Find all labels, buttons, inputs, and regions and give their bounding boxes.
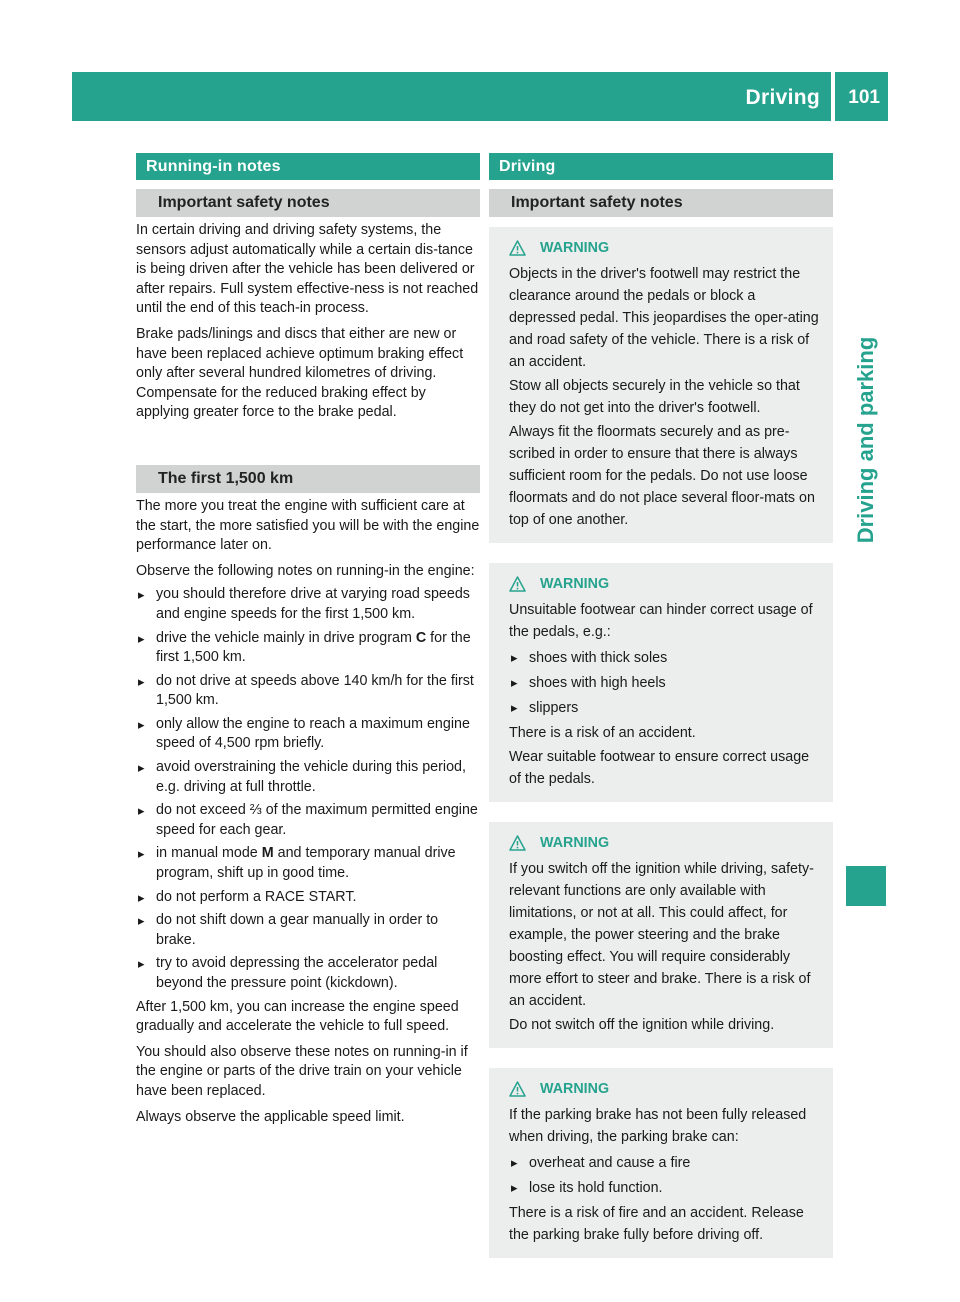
chapter-marker	[846, 866, 886, 906]
right-column	[489, 153, 833, 1258]
list-item: ▸ overheat and cause a fire	[509, 1152, 825, 1174]
list-item: ▸ do not exceed ⅔ of the maximum permitted engine speed for each gear.	[136, 801, 480, 840]
warning-text: Objects in the driver's footwell may restrict the clearance around the pedals or block a depressed pedal. This jeopardises the oper-ating and road safety of the vehicle. There is a risk of an accident.	[509, 266, 819, 370]
paragraph: You should also observe these notes on running-in if the engine or parts of the drive train on your vehicle have been replaced.	[136, 1043, 468, 1099]
page-header	[72, 72, 888, 121]
warning-box	[489, 1068, 833, 1258]
header-divider	[831, 72, 835, 121]
warning-box	[489, 563, 833, 802]
warning-text: If you switch off the ignition while driving, safety-relevant functions are only available with limitations, or not at all. This could affect, for example, the power steering and the brake boosting effect. You will require considerably more effort to steer and brake. There is a risk of an accident.	[509, 861, 814, 1009]
left-column	[136, 153, 480, 1127]
warning-triangle-icon	[509, 1081, 526, 1097]
list-item: ▸ only allow the engine to reach a maximum engine speed of 4,500 rpm briefly.	[136, 715, 480, 754]
list-item: ▸ try to avoid depressing the accelerator pedal beyond the pressure point (kickdown).	[136, 954, 480, 993]
warning-heading: WARNING	[509, 832, 825, 854]
warning-text: Wear suitable footwear to ensure correct usage of the pedals.	[509, 749, 810, 787]
warning-triangle-icon	[509, 576, 526, 592]
drive-program-code: C	[415, 629, 427, 646]
warning-text: There is a risk of fire and an accident. Release the parking brake fully before driving off.	[509, 1205, 804, 1243]
warning-heading: WARNING	[509, 237, 825, 259]
paragraph: Brake pads/linings and discs that either are new or have been replaced achieve optimum braking effect only after several hundred kilometres of driving. Compensate for the reduced braking effect by applying greater force to the brake pedal.	[136, 325, 464, 421]
warning-text: Always fit the floormats securely and as pre-scribed in order to ensure that there is always sufficient room for the pedals. Do not use loose floormats and do not place several floor-mats on top of one another.	[509, 424, 815, 528]
list-item: ▸ slippers	[509, 697, 825, 719]
parking-brake-list	[509, 1152, 825, 1199]
warning-text: If the parking brake has not been fully released when driving, the parking brake can:	[509, 1107, 807, 1145]
subsection-heading: Important safety notes	[136, 189, 480, 217]
list-item: ▸ avoid overstraining the vehicle during this period, e.g. driving at full throttle.	[136, 758, 480, 797]
manual-mode-code: M	[261, 845, 274, 862]
warning-heading: WARNING	[509, 1078, 825, 1100]
section-heading: Running-in notes	[136, 153, 480, 180]
paragraph: Always observe the applicable speed limit.	[136, 1108, 405, 1125]
list-item: ▸ lose its hold function.	[509, 1177, 825, 1199]
list-item: ▸ you should therefore drive at varying road speeds and engine speeds for the first 1,500 km.	[136, 585, 480, 624]
warning-text: Unsuitable footwear can hinder correct usage of the pedals, e.g.:	[509, 602, 813, 640]
section-heading: Driving	[489, 153, 833, 180]
list-item: ▸ shoes with high heels	[509, 672, 825, 694]
page-number: 101	[848, 87, 880, 108]
subsection-heading: The first 1,500 km	[136, 465, 480, 493]
paragraph: The more you treat the engine with sufficient care at the start, the more satisfied you will be with the engine performance later on.	[136, 497, 480, 554]
warning-box	[489, 227, 833, 543]
warning-heading: WARNING	[509, 573, 825, 595]
chapter-title: Driving	[745, 86, 820, 109]
list-item: ▸ drive the vehicle mainly in drive program C for the first 1,500 km.	[136, 629, 480, 668]
warning-box	[489, 822, 833, 1048]
side-chapter-tab	[846, 300, 886, 580]
paragraph: After 1,500 km, you can increase the engine speed gradually and accelerate the vehicle to full speed.	[136, 998, 459, 1035]
warning-triangle-icon	[509, 240, 526, 256]
running-in-list	[136, 585, 480, 993]
list-item: ▸ do not shift down a gear manually in order to brake.	[136, 911, 480, 950]
paragraph: Observe the following notes on running-in the engine:	[136, 562, 475, 579]
subsection-heading: Important safety notes	[489, 189, 833, 217]
side-chapter-label: Driving and parking	[853, 336, 878, 544]
footwear-list	[509, 647, 825, 719]
warning-text: Stow all objects securely in the vehicle so that they do not get into the driver's footwell.	[509, 378, 800, 416]
list-item: ▸ shoes with thick soles	[509, 647, 825, 669]
warning-text: Do not switch off the ignition while driving.	[509, 1017, 775, 1033]
warning-triangle-icon	[509, 835, 526, 851]
list-item: ▸ do not drive at speeds above 140 km/h for the first 1,500 km.	[136, 672, 480, 711]
paragraph: In certain driving and driving safety systems, the sensors adjust automatically while a certain dis-tance is being driven after the vehicle has been delivered or after repairs. Full system effective-ness is not reached until the end of this teach-in process.	[136, 222, 479, 317]
warning-text: There is a risk of an accident.	[509, 725, 696, 741]
list-item: ▸ in manual mode M and temporary manual drive program, shift up in good time.	[136, 844, 480, 883]
list-item: ▸ do not perform a RACE START.	[136, 888, 480, 908]
